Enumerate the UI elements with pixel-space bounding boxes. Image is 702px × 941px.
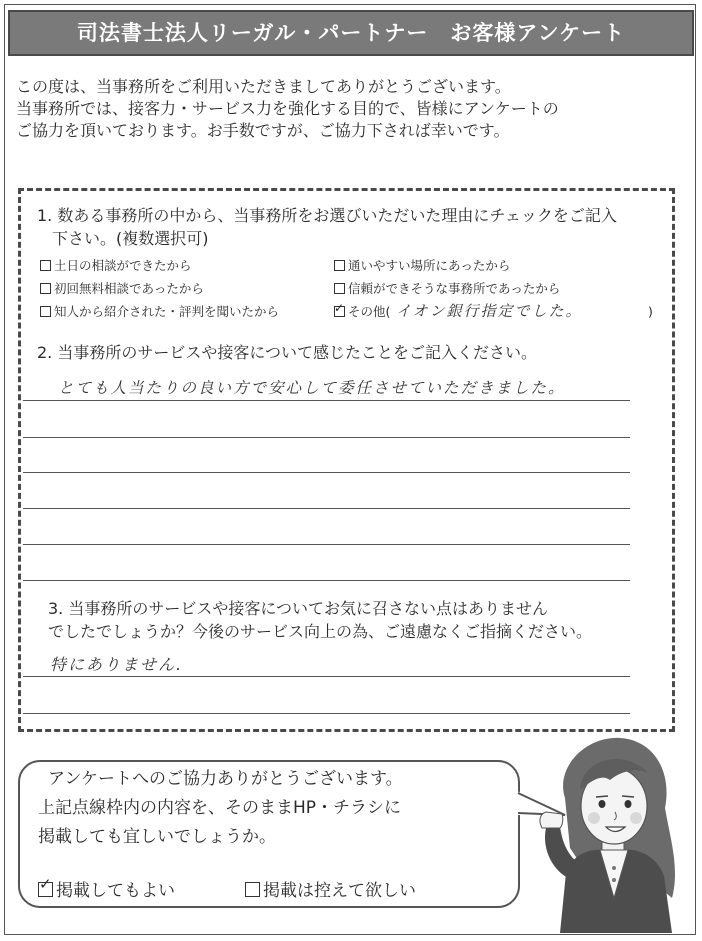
other-close-paren: ): [648, 304, 653, 319]
checkbox-icon[interactable]: [40, 260, 51, 271]
check-mark-icon: ✓: [39, 875, 52, 893]
check-mark-icon: ✓: [334, 301, 345, 315]
answer-line: [23, 400, 630, 401]
handwritten-answer-2[interactable]: とても人当たりの良い方で安心して委任させていただきました。: [58, 379, 566, 397]
consent-line: 掲載しても宜しいでしょうか。: [38, 827, 276, 847]
handwritten-other-answer: イオン銀行指定でした。: [396, 302, 583, 320]
answer-line: [23, 437, 630, 438]
checkbox-icon[interactable]: [334, 260, 345, 271]
checkbox-option[interactable]: 信頼ができそうな事務所であったから: [334, 281, 560, 297]
answer-line: [23, 544, 630, 545]
checkbox-option[interactable]: 初回無料相談であったから: [40, 281, 204, 297]
checkbox-icon[interactable]: [245, 882, 260, 897]
checkbox-icon[interactable]: [334, 283, 345, 294]
question-3-line1: 3. 当事務所のサービスや接客についてお気に召さない点はありません: [48, 599, 549, 618]
checkbox-icon[interactable]: [40, 306, 51, 317]
intro-line: この度は、当事務所をご利用いただきましてありがとうございます。: [16, 77, 511, 96]
checkbox-option[interactable]: 知人から紹介された・評判を聞いたから: [40, 304, 279, 320]
checkbox-checked-icon[interactable]: [38, 875, 53, 897]
answer-line: [23, 508, 630, 509]
answer-line: [23, 713, 630, 714]
answer-line: [23, 580, 630, 581]
consent-line: アンケートへのご協力ありがとうございます。: [48, 769, 403, 789]
question-3-line2: でしたでしょうか？今後のサービス向上の為、ご遠慮なくご指摘ください。: [48, 622, 593, 641]
checkbox-icon[interactable]: [40, 283, 51, 294]
page-title: 司法書士法人リーガル・パートナー お客様アンケート: [8, 10, 694, 56]
question-1-line1: 1. 数ある事務所の中から、当事務所をお選びいただいた理由にチェックをご記入: [37, 206, 617, 225]
consent-line: 上記点線枠内の内容を、そのままHP・チラシに: [38, 798, 402, 818]
question-2: 2. 当事務所のサービスや接客について感じたことをご記入ください。: [37, 343, 538, 362]
checkbox-option-other[interactable]: ✓ その他(: [334, 301, 391, 319]
staff-woman-illustration-icon: [530, 728, 690, 933]
handwritten-answer-3[interactable]: 特にありません.: [50, 655, 184, 674]
consent-option-decline[interactable]: 掲載は控えて欲しい: [245, 876, 416, 901]
question-1-line2: 下さい。(複数選択可): [52, 229, 209, 248]
checkbox-checked-icon[interactable]: [334, 301, 345, 317]
intro-line: ご協力を頂いております。お手数ですが、ご協力下されば幸いです。: [16, 121, 510, 140]
answer-line: [23, 472, 630, 473]
checkbox-option[interactable]: 通いやすい場所にあったから: [334, 258, 510, 274]
consent-option-allow[interactable]: ✓ 掲載してもよい: [39, 875, 175, 901]
intro-text: [16, 76, 686, 142]
checkbox-option[interactable]: 土日の相談ができたから: [40, 258, 192, 274]
answer-line: [23, 676, 630, 677]
intro-line: 当事務所では、接客力・サービス力を強化する目的で、皆様にアンケートの: [16, 99, 559, 118]
